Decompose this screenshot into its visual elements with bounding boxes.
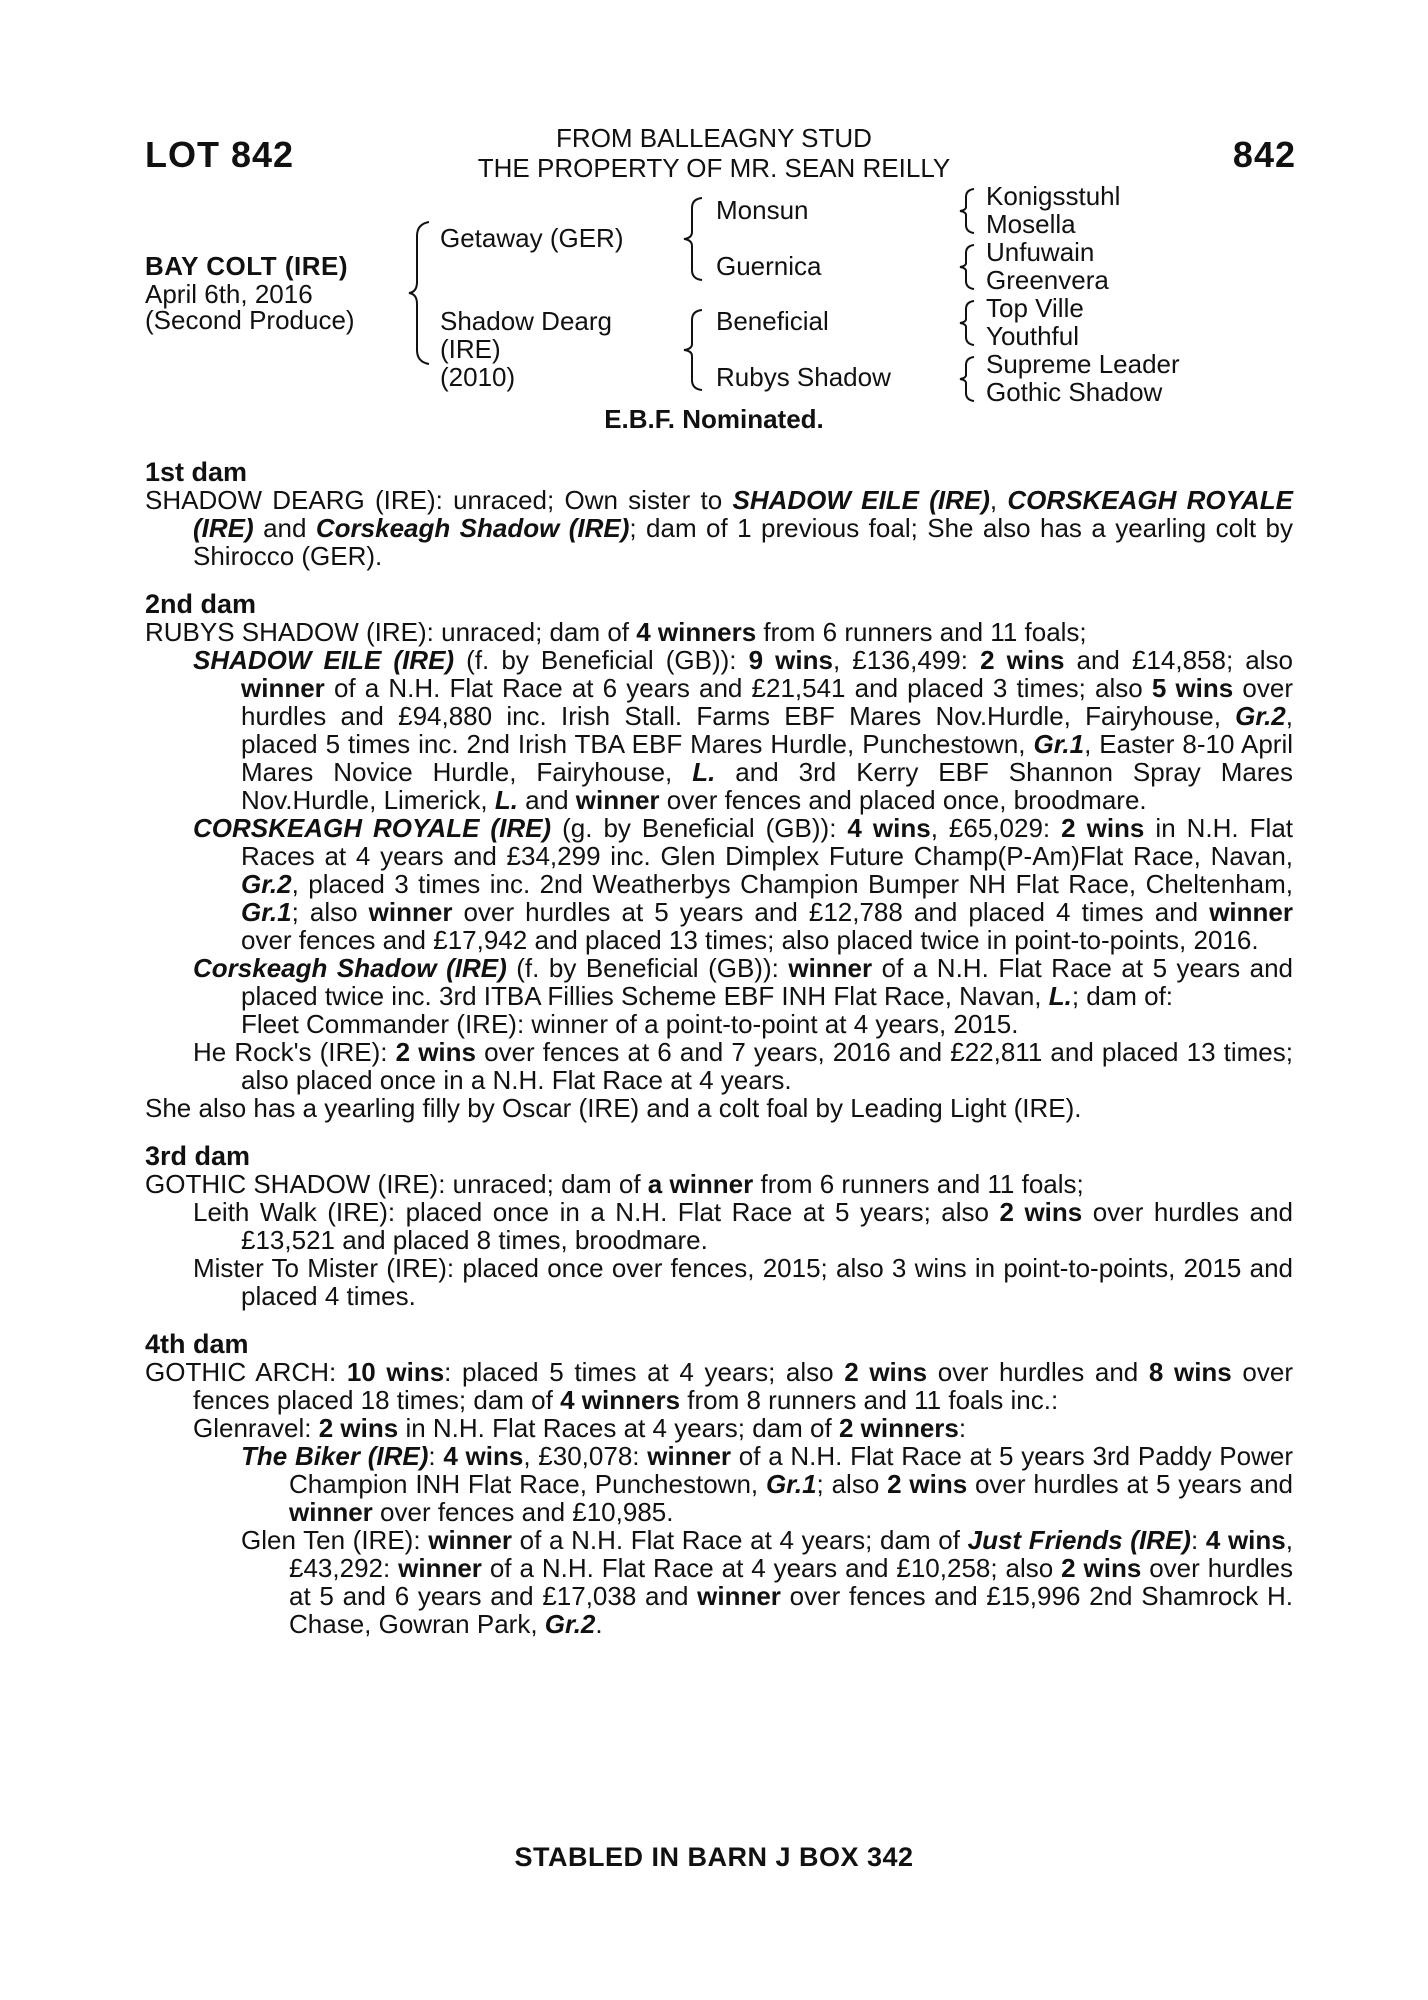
pedigree-dam-country: (IRE): [440, 334, 501, 364]
listed-label: L.: [1048, 981, 1072, 1011]
text-run: in N.H. Flat Races at 4 years and £34,299 inc. Glen Dimplex Future Champ(P-Am)Flat Race, Navan,: [241, 813, 1293, 871]
text-run: over fences and £17,942 and placed 13 times; also placed twice in point-to-points, 2016.: [241, 925, 1259, 955]
text-run: GOTHIC SHADOW (IRE): unraced; dam of: [145, 1169, 648, 1199]
pedigree-gg8: Gothic Shadow: [986, 377, 1163, 407]
bold-run: 2 wins: [318, 1413, 399, 1443]
bold-run: 4 winners: [560, 1385, 681, 1415]
section-heading-3rd-dam: 3rd dam: [145, 1141, 251, 1171]
listed-label: L.: [692, 757, 716, 787]
grade-label: Gr.1: [1033, 729, 1085, 759]
bold-run: 2 wins: [844, 1357, 928, 1387]
black-type-name: Just Friends (IRE): [967, 1525, 1191, 1555]
text-run: ; dam of:: [1071, 981, 1174, 1011]
bold-run: 4 winners: [636, 617, 757, 647]
pedigree-gg4: Greenvera: [986, 265, 1109, 295]
text-run: He Rock's (IRE):: [193, 1037, 396, 1067]
text-run: over fences placed 18 times; dam of: [193, 1357, 1293, 1415]
bold-run: 2 wins: [887, 1469, 968, 1499]
text-run: from 8 runners and 11 foals inc.:: [680, 1385, 1059, 1415]
text-run: ; also: [291, 897, 369, 927]
bold-run: winner: [1209, 897, 1293, 927]
text-run: and: [517, 785, 576, 815]
bold-run: winner: [428, 1525, 513, 1555]
bold-run: winner: [647, 1441, 732, 1471]
black-type-name: SHADOW EILE (IRE): [193, 645, 455, 675]
bold-run: winner: [697, 1581, 781, 1611]
section-heading-4th-dam: 4th dam: [145, 1329, 249, 1359]
bold-run: winner: [788, 953, 873, 983]
text-run: GOTHIC ARCH:: [145, 1357, 347, 1387]
black-type-name: Corskeagh Shadow (IRE): [315, 513, 630, 543]
text-run: , placed 3 times inc. 2nd Weatherbys Champion Bumper NH Flat Race, Cheltenham,: [291, 869, 1293, 899]
owner-line: THE PROPERTY OF MR. SEAN REILLY: [477, 153, 951, 183]
text-run: over hurdles and: [927, 1357, 1149, 1387]
bold-run: winner: [368, 897, 453, 927]
produce-mister-to-mister: Mister To Mister (IRE): placed once over fences, 2015; also 3 wins in point-to-points, 2015 and placed 4 times.: [193, 1253, 1293, 1311]
black-type-name: CORSKEAGH ROYALE (IRE): [193, 485, 1293, 543]
text-run: Glenravel:: [193, 1413, 319, 1443]
grade-label: Gr.2: [241, 869, 292, 899]
bold-run: 4 wins: [847, 813, 931, 843]
bold-run: 2 wins: [999, 1197, 1083, 1227]
listed-label: L.: [494, 785, 518, 815]
text-run: :: [428, 1441, 444, 1471]
fourth-dam-intro: [145, 1358, 1293, 1414]
grade-label: Gr.1: [765, 1469, 817, 1499]
bold-run: 5 wins: [1151, 673, 1234, 703]
text-run: (f. by Beneficial (GB)):: [454, 645, 749, 675]
produce-the-biker: [145, 1442, 1293, 1526]
text-run: SHADOW DEARG (IRE): unraced; Own sister to: [145, 485, 733, 515]
text-run: of a N.H. Flat Race at 6 years and £21,541 and placed 3 times; also: [324, 673, 1152, 703]
produce-corskeagh-shadow: [145, 954, 1293, 1010]
pedigree-brace-sire: [680, 194, 706, 284]
pedigree-brace-g1: [956, 186, 978, 236]
text-run: from 6 runners and 11 foals;: [756, 617, 1087, 647]
grade-label: Gr.2: [1235, 701, 1286, 731]
pedigree-brace-main: [405, 218, 435, 368]
pedigree-sire-sire: Monsun: [716, 195, 809, 225]
text-run: : placed 5 times at 4 years; also: [444, 1357, 845, 1387]
text-run: ; also: [816, 1469, 888, 1499]
bold-run: 8 wins: [1148, 1357, 1232, 1387]
section-heading-2nd-dam: 2nd dam: [145, 589, 257, 619]
text-run: over hurdles and £13,521 and placed 8 times, broodmare.: [241, 1197, 1294, 1255]
produce-leith-walk: [145, 1198, 1293, 1254]
text-run: RUBYS SHADOW (IRE): unraced; dam of: [145, 617, 637, 647]
text-run: over fences at 6 and 7 years, 2016 and £22,811 and placed 13 times; also placed once in a N.H. Flat Race at 4 years.: [241, 1037, 1293, 1095]
text-run: Glen Ten (IRE):: [241, 1525, 429, 1555]
text-run: over fences and £15,996 2nd Shamrock H. Chase, Gowran Park,: [289, 1581, 1294, 1639]
text-run: from 6 runners and 11 foals;: [753, 1169, 1084, 1199]
grade-label: Gr.2: [544, 1609, 596, 1639]
text-run: over hurdles at 5 and 6 years and £17,038 and: [289, 1553, 1293, 1611]
bold-run: a winner: [647, 1169, 754, 1199]
bold-run: 2 wins: [1061, 813, 1145, 843]
bold-run: 9 wins: [748, 645, 833, 675]
text-run: of a N.H. Flat Race at 5 years and placed twice inc. 3rd ITBA Fillies Scheme EBF INH Flat Race, Navan,: [241, 953, 1294, 1011]
pedigree-dam: Shadow Dearg: [440, 306, 612, 336]
text-run: over fences and £10,985.: [372, 1497, 674, 1527]
black-type-name: CORSKEAGH ROYALE (IRE): [193, 813, 552, 843]
text-run: of a N.H. Flat Race at 5 years 3rd Paddy Power Champion INH Flat Race, Punchestown,: [289, 1441, 1293, 1499]
pedigree-brace-g2: [956, 242, 978, 292]
pedigree-gg6: Youthful: [986, 321, 1080, 351]
text-run: over hurdles at 5 years and £12,788 and placed 4 times and: [452, 897, 1210, 927]
grade-label: Gr.1: [241, 897, 292, 927]
text-run: , £43,292:: [289, 1525, 1293, 1583]
bold-run: 10 wins: [346, 1357, 445, 1387]
bold-run: winner: [575, 785, 660, 815]
produce-he-rocks: [145, 1038, 1293, 1094]
second-dam-also: She also has a yearling filly by Oscar (IRE) and a colt foal by Leading Light (IRE).: [145, 1093, 1082, 1123]
black-type-name: The Biker (IRE): [241, 1441, 429, 1471]
pedigree-gg7: Supreme Leader: [986, 349, 1180, 379]
text-run: , £136,499:: [832, 645, 981, 675]
bold-run: 2 wins: [980, 645, 1065, 675]
lot-number: 842: [1232, 134, 1296, 175]
produce-corskeagh-royale: [145, 814, 1293, 954]
bold-run: 4 wins: [443, 1441, 524, 1471]
produce-glen-ten: [145, 1526, 1293, 1638]
text-run: and 3rd Kerry EBF Shannon Spray Mares Nov.Hurdle, Limerick,: [241, 757, 1293, 815]
bold-run: 2 winners: [838, 1413, 959, 1443]
text-run: .: [595, 1609, 603, 1639]
text-run: (f. by Beneficial (GB)):: [506, 953, 789, 983]
text-run: over fences and placed once, broodmare.: [659, 785, 1147, 815]
pedigree-gg5: Top Ville: [986, 293, 1084, 323]
pedigree-sire-dam: Guernica: [716, 251, 822, 281]
consignor-line: FROM BALLEAGNY STUD: [556, 123, 872, 153]
pedigree-brace-g3: [956, 298, 978, 348]
text-run: of a N.H. Flat Race at 4 years and £10,258; also: [481, 1553, 1062, 1583]
produce-fleet-commander: Fleet Commander (IRE): winner of a point-to-point at 4 years, 2015.: [241, 1009, 1019, 1039]
text-run: , placed 5 times inc. 2nd Irish TBA EBF Mares Hurdle, Punchestown,: [241, 701, 1293, 759]
text-run: , Easter 8-10 April Mares Novice Hurdle, Fairyhouse,: [241, 729, 1294, 787]
text-run: of a N.H. Flat Race at 4 years; dam of: [512, 1525, 968, 1555]
text-run: , £30,078:: [523, 1441, 648, 1471]
bold-run: 4 wins: [1205, 1525, 1286, 1555]
colt-produce: (Second Produce): [145, 305, 355, 335]
text-run: :: [958, 1413, 967, 1443]
text-run: ; dam of 1 previous foal; She also has a yearling colt by Shirocco (GER).: [193, 513, 1293, 571]
text-run: in N.H. Flat Races at 4 years; dam of: [398, 1413, 839, 1443]
text-run: , £65,029:: [930, 813, 1062, 843]
pedigree-brace-g4: [956, 354, 978, 404]
text-run: and: [253, 513, 316, 543]
bold-run: winner: [289, 1497, 373, 1527]
third-dam-intro: [145, 1170, 1293, 1198]
text-run: and £14,858; also: [1064, 645, 1293, 675]
text-run: over hurdles and £94,880 inc. Irish Stall. Farms EBF Mares Nov.Hurdle, Fairyhouse,: [241, 673, 1293, 731]
section-heading-1st-dam: 1st dam: [145, 457, 248, 487]
pedigree-dam-sire: Beneficial: [716, 306, 829, 336]
bold-run: 2 wins: [395, 1037, 476, 1067]
colt-foaled: April 6th, 2016: [145, 279, 313, 309]
pedigree-dam-year: (2010): [440, 362, 516, 392]
pedigree-dam-dam: Rubys Shadow: [716, 362, 891, 392]
pedigree-sire: Getaway (GER): [440, 223, 624, 253]
text-run: ,: [989, 485, 1008, 515]
pedigree-gg2: Mosella: [986, 209, 1076, 239]
text-run: Leith Walk (IRE): placed once in a N.H. Flat Race at 5 years; also: [193, 1197, 1000, 1227]
text-run: :: [1190, 1525, 1206, 1555]
bold-run: winner: [241, 673, 325, 703]
text-run: over hurdles at 5 years and: [967, 1469, 1293, 1499]
black-type-name: SHADOW EILE (IRE): [732, 485, 990, 515]
produce-glenravel: [145, 1414, 1293, 1442]
pedigree-brace-dam: [680, 306, 706, 394]
stabling-footer: STABLED IN BARN J BOX 342: [514, 1842, 914, 1872]
lot-label: LOT 842: [145, 134, 295, 175]
pedigree-gg1: Konigsstuhl: [986, 181, 1121, 211]
catalogue-body: [145, 458, 1293, 1638]
second-dam-intro: [145, 618, 1293, 646]
first-dam-paragraph: [145, 486, 1293, 570]
ebf-nomination: E.B.F. Nominated.: [604, 404, 824, 434]
pedigree-gg3: Unfuwain: [986, 237, 1095, 267]
consignor-block: [0, 123, 1428, 183]
text-run: (g. by Beneficial (GB)):: [551, 813, 848, 843]
bold-run: 2 wins: [1061, 1553, 1142, 1583]
bold-run: winner: [398, 1553, 482, 1583]
colt-title: BAY COLT (IRE): [145, 251, 348, 281]
black-type-name: Corskeagh Shadow (IRE): [193, 953, 507, 983]
produce-shadow-eile: [145, 646, 1293, 814]
